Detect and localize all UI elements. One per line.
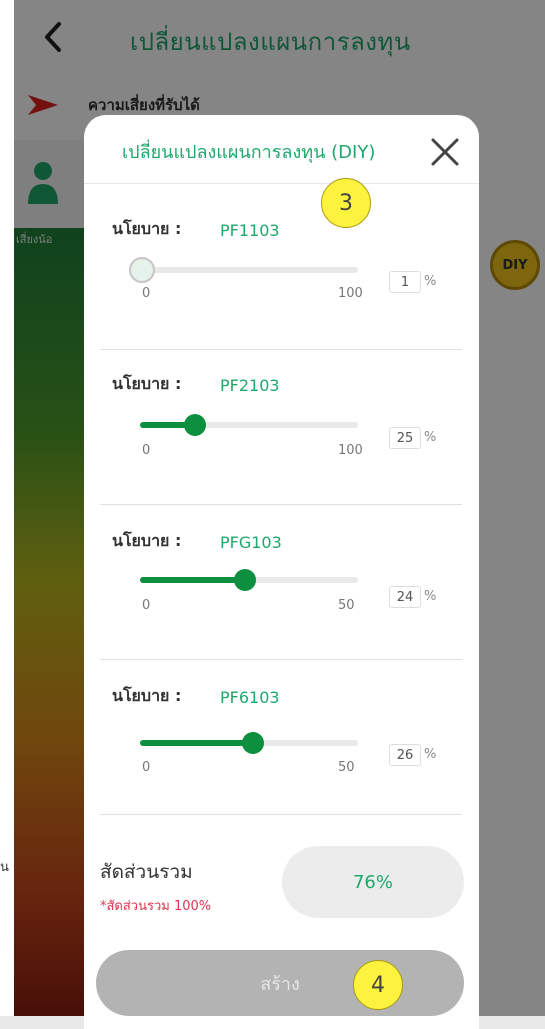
percent-input[interactable]: 26 [389,744,421,766]
step-marker: 4 [353,960,403,1010]
allocation-slider[interactable] [140,577,358,583]
page-title: เปลี่ยนแปลงแผนการลงทุน [130,28,411,56]
slider-min-label: 0 [142,443,151,458]
risk-level-label: เสี่ยงน้อ [16,233,53,246]
policy-label: นโยบาย : [112,531,182,550]
policy-label: นโยบาย : [112,686,182,705]
slider-thumb[interactable] [242,732,264,754]
diy-badge[interactable]: DIY [490,240,540,290]
policy-section [100,195,462,350]
slider-thumb[interactable] [129,257,155,283]
slider-min-label: 0 [142,286,151,301]
allocation-slider[interactable] [140,422,358,428]
allocation-slider[interactable] [140,740,358,746]
slider-min-label: 0 [142,760,151,775]
policy-section [100,660,462,815]
percent-sign: % [424,589,437,604]
step-marker: 3 [321,178,371,228]
slider-max-label: 50 [338,598,355,613]
slider-max-label: 100 [338,286,363,301]
policy-section [100,505,462,660]
slider-max-label: 100 [338,443,363,458]
policy-section [100,350,462,505]
total-label: สัดส่วนรวม [100,861,193,883]
risk-label: ความเสี่ยงที่รับได้ [88,96,200,114]
total-value: 76% [282,846,464,918]
policy-code: PFG103 [220,533,282,552]
policy-code: PF2103 [220,376,280,395]
slider-max-label: 50 [338,760,355,775]
slider-fill [140,577,245,583]
create-button[interactable]: สร้าง [96,950,464,1016]
side-text: น [0,860,9,875]
percent-sign: % [424,274,437,289]
modal-header [84,115,479,184]
policy-label: นโยบาย : [112,219,182,238]
close-icon[interactable] [428,135,462,169]
policy-label: นโยบาย : [112,374,182,393]
allocation-slider[interactable] [140,267,358,273]
slider-thumb[interactable] [184,414,206,436]
modal-title: เปลี่ยนแปลงแผนการลงทุน (DIY) [122,142,376,163]
slider-fill [140,740,253,746]
percent-input[interactable]: 1 [389,271,421,293]
slider-thumb[interactable] [234,569,256,591]
percent-sign: % [424,747,437,762]
slider-min-label: 0 [142,598,151,613]
percent-input[interactable]: 25 [389,427,421,449]
percent-sign: % [424,430,437,445]
policy-code: PF1103 [220,221,280,240]
policy-code: PF6103 [220,688,280,707]
percent-input[interactable]: 24 [389,586,421,608]
diy-plan-modal [84,115,479,1029]
total-note: *สัดส่วนรวม 100% [100,899,212,914]
